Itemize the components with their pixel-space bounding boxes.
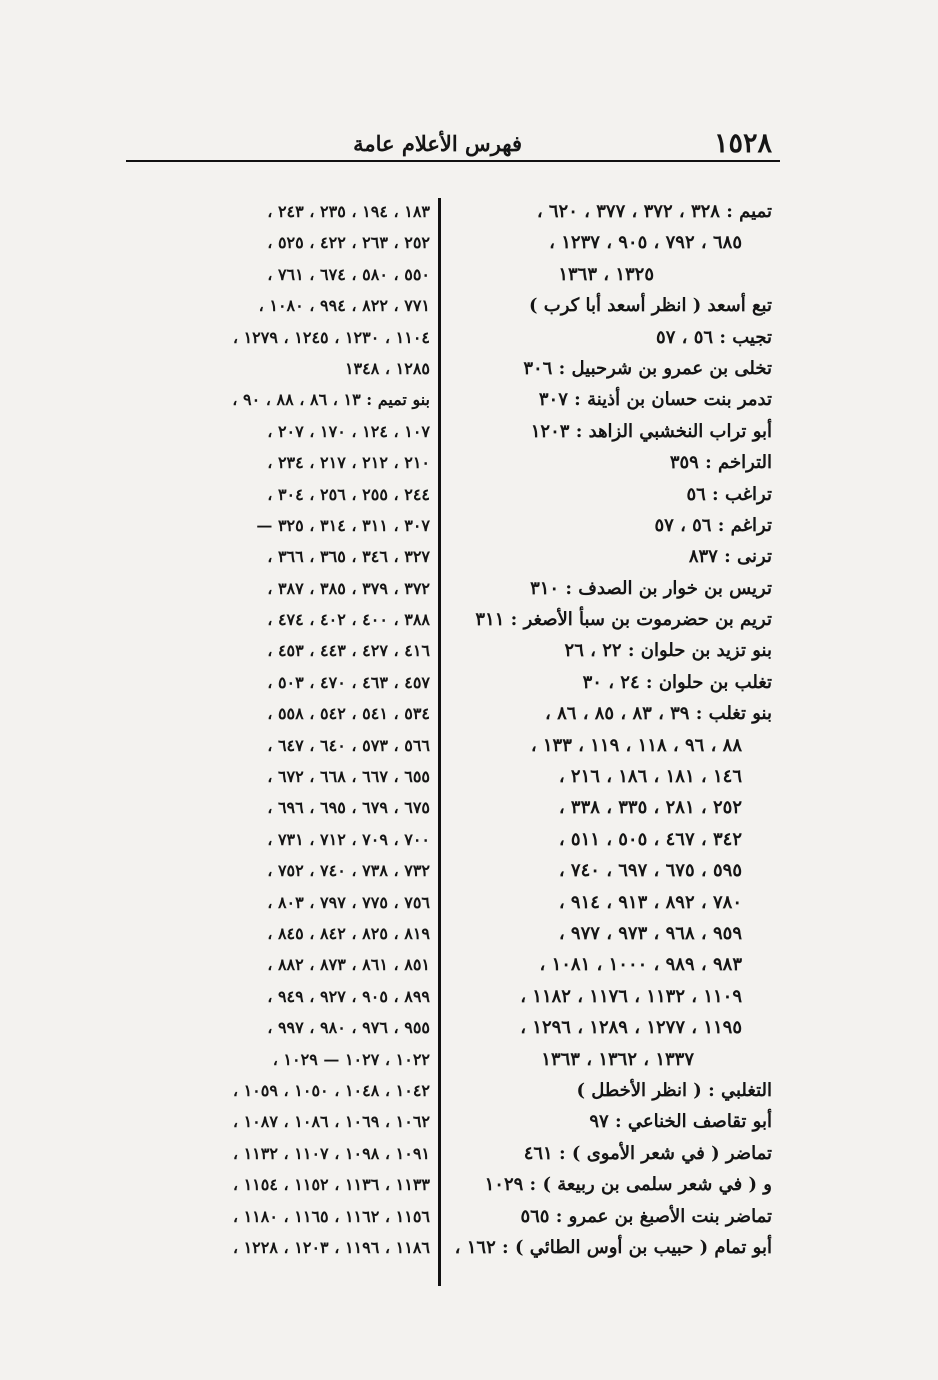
index-entry-line: ٣٨٨ ، ٤٠٠ ، ٤٠٢ ، ٤٧٤ ،: [267, 610, 430, 630]
index-column-left: [104, 196, 430, 1263]
index-entry-line: ٥٩٥ ، ٦٧٥ ، ٦٩٧ ، ٧٤٠ ،: [558, 860, 742, 882]
index-entry-line: أبو تراب النخشبي الزاهد : ١٢٠٣: [530, 420, 772, 442]
index-entry-line: ١١٩٥ ، ١٢٧٧ ، ١٢٨٩ ، ١٢٩٦ ،: [520, 1017, 742, 1039]
index-entry-line: ١١٣٣ ، ١١٣٦ ، ١١٥٢ ، ١١٥٤ ،: [232, 1175, 430, 1195]
index-entry-line: ٥٣٤ ، ٥٤١ ، ٥٤٢ ، ٥٥٨ ،: [267, 704, 430, 724]
index-entry-line: بنو تغلب : ٣٩ ، ٨٣ ، ٨٥ ، ٨٦ ،: [545, 703, 772, 725]
index-entry-line: ٩٥٩ ، ٩٦٨ ، ٩٧٣ ، ٩٧٧ ،: [558, 922, 742, 944]
index-entry-line: ١٠٩١ ، ١٠٩٨ ، ١١٠٧ ، ١١٣٢ ،: [232, 1143, 430, 1163]
index-entry-line: ٧٠٠ ، ٧٠٩ ، ٧١٢ ، ٧٣١ ،: [267, 829, 430, 849]
index-entry-line: ٣٠٧ ، ٣١١ ، ٣١٤ ، ٣٢٥ —: [256, 515, 430, 535]
index-entry-line: التراخم : ٣٥٩: [669, 452, 772, 474]
index-entry-line: ٨٥١ ، ٨٦١ ، ٨٧٣ ، ٨٨٢ ،: [267, 955, 430, 975]
index-entry-line: ١٠٤٢ ، ١٠٤٨ ، ١٠٥٠ ، ١٠٥٩ ،: [232, 1080, 430, 1100]
column-divider: [438, 198, 441, 1286]
index-entry-line: ٨١٩ ، ٨٢٥ ، ٨٤٢ ، ٨٤٥ ،: [267, 923, 430, 943]
index-entry-line: أبو تقاصف الخناعي : ٩٧: [589, 1111, 772, 1133]
index-entry-line: ١٨٣ ، ١٩٤ ، ٢٣٥ ، ٢٤٣ ،: [267, 202, 430, 221]
index-column-right: [454, 196, 772, 1263]
index-entry-line: ٧٣٢ ، ٧٣٨ ، ٧٤٠ ، ٧٥٢ ،: [267, 861, 430, 881]
index-entry-line: بنو تزيد بن حلوان : ٢٢ ، ٢٦: [564, 640, 772, 662]
running-title: فهرس الأعلام عامة: [353, 131, 522, 156]
index-entry-line: ١٤٦ ، ١٨١ ، ١٨٦ ، ٢١٦ ،: [558, 766, 742, 788]
index-entry-line: تجيب : ٥٦ ، ٥٧: [656, 326, 772, 348]
index-entry-line: ٦٥٥ ، ٦٦٧ ، ٦٦٨ ، ٦٧٢ ،: [267, 767, 430, 787]
index-entry-line: تماضر بنت الأصبغ بن عمرو : ٥٦٥: [520, 1205, 772, 1227]
index-entry-line: ٤١٦ ، ٤٢٧ ، ٤٤٣ ، ٤٥٣ ،: [267, 641, 430, 661]
index-entry-line: ٢٥٢ ، ٢٨١ ، ٣٣٥ ، ٣٣٨ ،: [558, 797, 742, 819]
index-entry-line: تبع أسعد ( انظر أسعد أبا كرب ): [529, 295, 772, 317]
index-entry-line: تماضر ( في شعر الأموى ) : ٤٦١: [523, 1142, 772, 1164]
index-entry-line: ٣٧٢ ، ٣٧٩ ، ٣٨٥ ، ٣٨٧ ،: [267, 578, 430, 598]
index-entry-line: ٩٥٥ ، ٩٧٦ ، ٩٨٠ ، ٩٩٧ ،: [267, 1018, 430, 1038]
index-entry-line: ٧٥٦ ، ٧٧٥ ، ٧٩٧ ، ٨٠٣ ،: [267, 892, 430, 912]
index-entry-line: ٤٥٧ ، ٤٦٣ ، ٤٧٠ ، ٥٠٣ ،: [267, 672, 430, 692]
index-entry-line: ترنى : ٨٣٧: [688, 546, 772, 568]
index-entry-line: ١٢٨٥ ، ١٣٤٨: [344, 358, 430, 378]
index-entry-line: ١٠٢٢ ، ١٠٢٧ — ١٠٢٩ ،: [272, 1049, 430, 1069]
index-entry-line: ٢١٠ ، ٢١٢ ، ٢١٧ ، ٢٣٤ ،: [267, 453, 430, 473]
index-entry-line: تراغب : ٥٦: [686, 483, 772, 505]
index-entry-line: ١١٨٦ ، ١١٩٦ ، ١٢٠٣ ، ١٢٢٨ ،: [232, 1237, 430, 1257]
index-entry-line: ١١٠٤ ، ١٢٣٠ ، ١٢٤٥ ، ١٢٧٩ ،: [232, 327, 430, 347]
index-entry-line: ١٠٧ ، ١٢٤ ، ١٧٠ ، ٢٠٧ ،: [267, 421, 430, 441]
index-entry-line: ٥٦٦ ، ٥٧٣ ، ٦٤٠ ، ٦٤٧ ،: [267, 735, 430, 755]
index-entry-line: ١١٥٦ ، ١١٦٢ ، ١١٦٥ ، ١١٨٠ ،: [232, 1206, 430, 1226]
index-entry-line: تراغم : ٥٦ ، ٥٧: [654, 514, 772, 536]
page-header: [126, 128, 780, 162]
index-entry-line: ٦٨٥ ، ٧٩٢ ، ٩٠٥ ، ١٢٣٧ ،: [549, 232, 742, 254]
index-entry-line: ١٣٢٥ ، ١٣٦٣: [558, 263, 654, 285]
index-entry-line: تدمر بنت حسان بن أذينة : ٣٠٧: [538, 389, 772, 411]
header-rule: [126, 160, 780, 162]
index-entry-line: ٢٥٢ ، ٢٦٣ ، ٤٢٢ ، ٥٢٥ ،: [267, 233, 430, 253]
index-entry-line: تخلى بن عمرو بن شرحبيل : ٣٠٦: [523, 357, 772, 379]
index-entry-line: تغلب بن حلوان : ٢٤ ، ٣٠: [582, 671, 772, 693]
index-entry-line: ١١٠٩ ، ١١٣٢ ، ١١٧٦ ، ١١٨٢ ،: [520, 985, 742, 1007]
index-entry-line: بنو تميم : ١٣ ، ٨٦ ، ٨٨ ، ٩٠ ،: [232, 390, 430, 410]
index-entry-line: ٨٨ ، ٩٦ ، ١١٨ ، ١١٩ ، ١٣٣ ،: [530, 734, 742, 756]
index-entry-line: تميم : ٣٢٨ ، ٣٧٢ ، ٣٧٧ ، ٦٢٠ ،: [536, 201, 772, 222]
index-entry-line: ٣٢٧ ، ٣٤٦ ، ٣٦٥ ، ٣٦٦ ،: [267, 547, 430, 567]
index-entry-line: تريم بن حضرموت بن سبأ الأصغر : ٣١١: [475, 609, 772, 631]
index-entry-line: ١٣٣٧ ، ١٣٦٢ ، ١٣٦٣: [541, 1048, 694, 1070]
index-entry-line: و ( في شعر سلمى بن ربيعة ) : ١٠٢٩: [484, 1174, 772, 1196]
index-entry-line: أبو تمام ( حبيب بن أوس الطائي ) : ١٦٢ ،: [454, 1236, 772, 1258]
index-entry-line: ٥٥٠ ، ٥٨٠ ، ٦٧٤ ، ٧٦١ ،: [267, 264, 430, 284]
index-entry-line: ٢٤٤ ، ٢٥٥ ، ٢٥٦ ، ٣٠٤ ،: [267, 484, 430, 504]
index-entry-line: التغلبي : ( انظر الأخطل ): [576, 1079, 772, 1101]
index-entry-line: ٦٧٥ ، ٦٧٩ ، ٦٩٥ ، ٦٩٦ ،: [267, 798, 430, 818]
index-entry-line: ٩٨٣ ، ٩٨٩ ، ١٠٠٠ ، ١٠٨١ ،: [539, 954, 742, 976]
index-entry-line: ٣٤٢ ، ٤٦٧ ، ٥٠٥ ، ٥١١ ،: [558, 828, 742, 850]
index-entry-line: ٧٧١ ، ٨٢٢ ، ٩٩٤ ، ١٠٨٠ ،: [258, 296, 430, 316]
index-entry-line: ٨٩٩ ، ٩٠٥ ، ٩٢٧ ، ٩٤٩ ،: [267, 986, 430, 1006]
index-entry-line: ١٠٦٢ ، ١٠٦٩ ، ١٠٨٦ ، ١٠٨٧ ،: [232, 1112, 430, 1132]
page-number: ١٥٢٨: [713, 128, 772, 159]
index-entry-line: تريس بن خوار بن الصدف : ٣١٠: [530, 577, 772, 599]
index-entry-line: ٧٨٠ ، ٨٩٢ ، ٩١٣ ، ٩١٤ ،: [558, 891, 742, 913]
